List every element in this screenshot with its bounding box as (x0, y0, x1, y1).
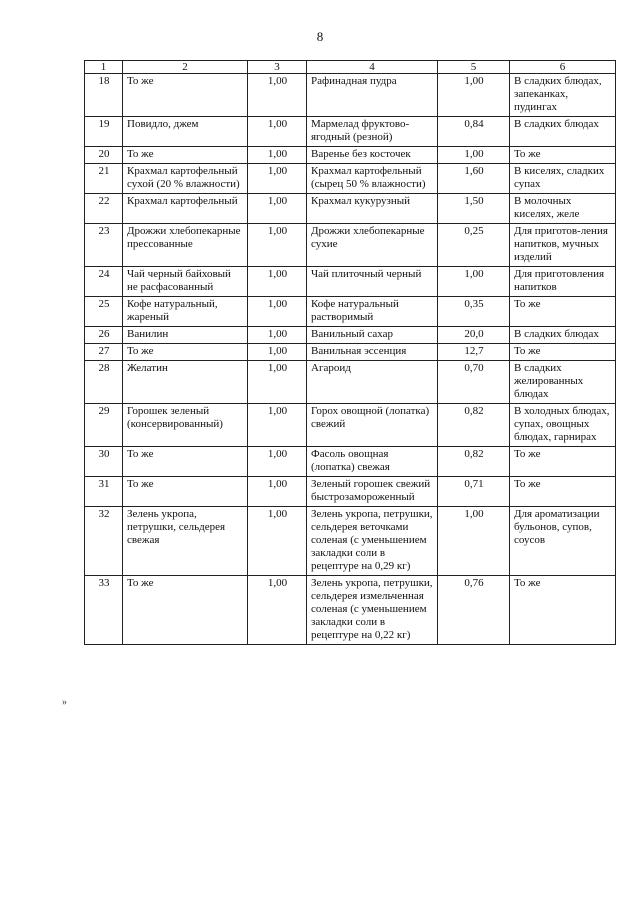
replacement-coefficient: 0,76 (438, 576, 510, 645)
column-header: 2 (123, 61, 248, 74)
replacement-coefficient: 1,60 (438, 164, 510, 194)
column-header: 1 (85, 61, 123, 74)
table-header-row (85, 61, 616, 74)
replacement-coefficient: 0,25 (438, 224, 510, 267)
product-name: Чай черный байховый не расфасованный (123, 267, 248, 297)
usage-note: Для ароматизации бульонов, супов, соусов (510, 507, 616, 576)
row-number: 25 (85, 297, 123, 327)
column-header: 3 (248, 61, 307, 74)
column-header: 6 (510, 61, 616, 74)
replacement-name: Крахмал кукурузный (307, 194, 438, 224)
replacement-coefficient: 20,0 (438, 327, 510, 344)
usage-note: То же (510, 344, 616, 361)
row-number: 32 (85, 507, 123, 576)
product-coefficient: 1,00 (248, 361, 307, 404)
table-row (85, 327, 616, 344)
table-row (85, 447, 616, 477)
row-number: 29 (85, 404, 123, 447)
row-number: 24 (85, 267, 123, 297)
row-number: 18 (85, 74, 123, 117)
row-number: 31 (85, 477, 123, 507)
replacement-coefficient: 12,7 (438, 344, 510, 361)
usage-note: В сладких блюдах (510, 327, 616, 344)
usage-note: То же (510, 147, 616, 164)
product-coefficient: 1,00 (248, 117, 307, 147)
product-coefficient: 1,00 (248, 194, 307, 224)
row-number: 33 (85, 576, 123, 645)
usage-note: В сладких желированных блюдах (510, 361, 616, 404)
table-row (85, 344, 616, 361)
page-number: 8 (316, 29, 324, 44)
row-number: 26 (85, 327, 123, 344)
product-coefficient: 1,00 (248, 344, 307, 361)
usage-note: Для приготовления напитков (510, 267, 616, 297)
replacement-coefficient: 1,00 (438, 507, 510, 576)
product-name: То же (123, 477, 248, 507)
table-row (85, 404, 616, 447)
usage-note: В киселях, сладких супах (510, 164, 616, 194)
table-body (85, 74, 616, 645)
margin-mark: » (62, 697, 67, 708)
product-name: То же (123, 576, 248, 645)
row-number: 20 (85, 147, 123, 164)
table-row (85, 297, 616, 327)
product-name: Горошек зеленый (консервированный) (123, 404, 248, 447)
column-header: 5 (438, 61, 510, 74)
product-name: То же (123, 344, 248, 361)
replacement-coefficient: 0,82 (438, 447, 510, 477)
table-row (85, 117, 616, 147)
replacement-coefficient: 1,00 (438, 267, 510, 297)
product-name: Ванилин (123, 327, 248, 344)
row-number: 22 (85, 194, 123, 224)
product-name: Повидло, джем (123, 117, 248, 147)
product-coefficient: 1,00 (248, 224, 307, 267)
product-name: То же (123, 447, 248, 477)
usage-note: То же (510, 447, 616, 477)
usage-note: В сладких блюдах, запеканках, пудингах (510, 74, 616, 117)
usage-note: В сладких блюдах (510, 117, 616, 147)
product-name: Желатин (123, 361, 248, 404)
usage-note: То же (510, 477, 616, 507)
product-name: Зелень укропа, петрушки, сельдерея свежая (123, 507, 248, 576)
replacement-name: Рафинадная пудра (307, 74, 438, 117)
replacement-name: Крахмал картофельный (сырец 50 % влажности) (307, 164, 438, 194)
product-coefficient: 1,00 (248, 327, 307, 344)
replacement-coefficient: 1,00 (438, 147, 510, 164)
table-row (85, 224, 616, 267)
replacement-coefficient: 0,70 (438, 361, 510, 404)
replacement-name: Ванильная эссенция (307, 344, 438, 361)
product-coefficient: 1,00 (248, 447, 307, 477)
replacement-name: Дрожжи хлебопекарные сухие (307, 224, 438, 267)
table-row (85, 147, 616, 164)
replacement-name: Фасоль овощная (лопатка) свежая (307, 447, 438, 477)
product-name: Дрожжи хлебопекарные прессованные (123, 224, 248, 267)
replacement-name: Мармелад фруктово-ягодный (резной) (307, 117, 438, 147)
product-coefficient: 1,00 (248, 576, 307, 645)
row-number: 19 (85, 117, 123, 147)
column-header: 4 (307, 61, 438, 74)
replacement-name: Зелень укропа, петрушки, сельдерея измельченная соленая (с уменьшением закладки соли в рецептуре на 0,22 кг) (307, 576, 438, 645)
replacement-coefficient: 0,82 (438, 404, 510, 447)
substitution-table (84, 60, 616, 645)
row-number: 27 (85, 344, 123, 361)
product-name: Крахмал картофельный сухой (20 % влажности) (123, 164, 248, 194)
replacement-name: Ванильный сахар (307, 327, 438, 344)
product-coefficient: 1,00 (248, 74, 307, 117)
replacement-name: Чай плиточный черный (307, 267, 438, 297)
table-row (85, 74, 616, 117)
product-coefficient: 1,00 (248, 164, 307, 194)
product-name: То же (123, 147, 248, 164)
replacement-coefficient: 1,00 (438, 74, 510, 117)
replacement-name: Агароид (307, 361, 438, 404)
replacement-coefficient: 1,50 (438, 194, 510, 224)
table-row (85, 477, 616, 507)
replacement-coefficient: 0,35 (438, 297, 510, 327)
product-coefficient: 1,00 (248, 404, 307, 447)
product-name: Кофе натуральный, жареный (123, 297, 248, 327)
row-number: 21 (85, 164, 123, 194)
usage-note: Для приготов-ления напитков, мучных изделий (510, 224, 616, 267)
product-coefficient: 1,00 (248, 297, 307, 327)
table-row (85, 576, 616, 645)
table-row (85, 267, 616, 297)
replacement-name: Кофе натуральный растворимый (307, 297, 438, 327)
row-number: 30 (85, 447, 123, 477)
usage-note: То же (510, 297, 616, 327)
product-name: То же (123, 74, 248, 117)
table-row (85, 361, 616, 404)
table-row (85, 194, 616, 224)
replacement-coefficient: 0,71 (438, 477, 510, 507)
table-row (85, 507, 616, 576)
row-number: 28 (85, 361, 123, 404)
replacement-name: Горох овощной (лопатка) свежий (307, 404, 438, 447)
table-row (85, 164, 616, 194)
product-coefficient: 1,00 (248, 267, 307, 297)
usage-note: То же (510, 576, 616, 645)
usage-note: В холодных блюдах, супах, овощных блюдах, гарнирах (510, 404, 616, 447)
replacement-coefficient: 0,84 (438, 117, 510, 147)
replacement-name: Зеленый горошек свежий быстрозамороженный (307, 477, 438, 507)
product-coefficient: 1,00 (248, 147, 307, 164)
row-number: 23 (85, 224, 123, 267)
replacement-name: Варенье без косточек (307, 147, 438, 164)
product-name: Крахмал картофельный (123, 194, 248, 224)
usage-note: В молочных киселях, желе (510, 194, 616, 224)
product-coefficient: 1,00 (248, 477, 307, 507)
replacement-name: Зелень укропа, петрушки, сельдерея веточками соленая (с уменьшением закладки соли в рецептуре на 0,29 кг) (307, 507, 438, 576)
product-coefficient: 1,00 (248, 507, 307, 576)
